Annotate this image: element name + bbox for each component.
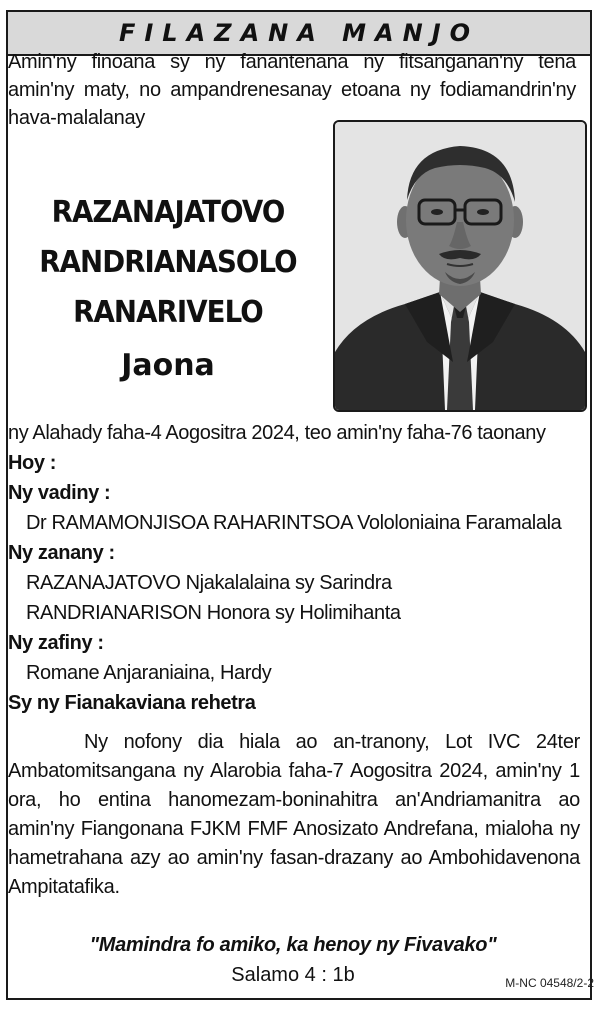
- notice-reference-code: M-NC 04548/2-2: [505, 976, 594, 990]
- scripture-quote: "Mamindra fo amiko, ka henoy ny Fivavako": [89, 934, 497, 956]
- funeral-paragraph: Ny nofony dia hiala ao an-tranony, Lot IVC 24ter Ambatomitsangana ny Alarobia faha-7 Aogositra 2024, amin'ny 1 ora, ho entina hanomezam-boninahitra an'Andriamanitra ao amin'ny Fiangonana FJKM FMF Anosizato Andrefana, mialoha ny hametrahana azy ao amin'ny fasan-drazany ao Ambohidavenona Ampitatafika.: [8, 731, 580, 898]
- scripture-reference: Salamo 4 : 1b: [231, 964, 355, 986]
- child-name: RANDRIANARISON Honora sy Holimihanta: [26, 602, 401, 624]
- grandchildren-names: Romane Anjaraniaina, Hardy: [26, 662, 272, 684]
- wife-label: Ny vadiny :: [8, 482, 111, 504]
- deceased-name-block: [8, 188, 328, 392]
- children-label: Ny zanany :: [8, 542, 115, 564]
- notice-title: FILAZANA MANJO: [118, 19, 480, 47]
- relatives-line: Sy ny Fianakaviana rehetra: [8, 692, 256, 714]
- child-name: RAZANAJATOVO Njakalalaina sy Sarindra: [26, 572, 392, 594]
- family-section: [8, 418, 580, 718]
- portrait-photo: [333, 120, 587, 412]
- intro-paragraph: Amin'ny finoana sy ny fanantenana ny fitsanganan'ny tena amin'ny maty, no ampandrenesanay etoana ny fodiamandrin'ny hava-malalanay: [8, 51, 576, 129]
- death-date-line: ny Alahady faha-4 Aogositra 2024, teo amin'ny faha-76 taonany: [8, 422, 546, 444]
- deceased-given-name: Jaona: [121, 348, 215, 383]
- wife-name: Dr RAMAMONJISOA RAHARINTSOA Vololoniaina Faramalala: [26, 512, 562, 534]
- deceased-surname-3: RANARIVELO: [73, 295, 263, 330]
- deceased-surname-2: RANDRIANASOLO: [39, 245, 297, 280]
- grandchildren-label: Ny zafiny :: [8, 632, 104, 654]
- portrait-photo-icon: [335, 122, 585, 410]
- deceased-surname-1: RAZANAJATOVO: [51, 195, 285, 230]
- hoy-label: Hoy :: [8, 452, 57, 474]
